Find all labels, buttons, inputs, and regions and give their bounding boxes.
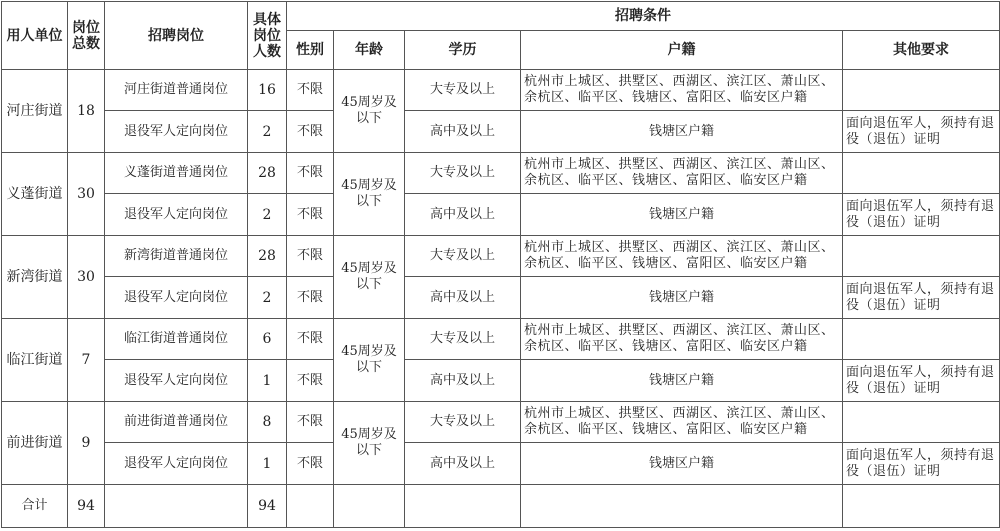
recruitment-table (1, 1, 1000, 528)
position-count: 1 (248, 443, 287, 485)
other-cell: 面向退伍军人，须持有退役（退伍）证明 (843, 111, 1000, 153)
position-count: 16 (248, 70, 287, 111)
household-cell: 杭州市上城区、拱墅区、西湖区、滨江区、萧山区、余杭区、临平区、钱塘区、富阳区、临安区户籍 (521, 402, 843, 443)
gender-cell: 不限 (287, 402, 334, 443)
gender-cell: 不限 (287, 111, 334, 153)
position-count: 2 (248, 111, 287, 153)
other-cell: 面向退伍军人，须持有退役（退伍）证明 (843, 360, 1000, 402)
household-cell: 钱塘区户籍 (521, 111, 843, 153)
unit-name: 临江街道 (2, 319, 68, 402)
unit-total: 18 (68, 70, 105, 153)
household-cell: 钱塘区户籍 (521, 360, 843, 402)
household-cell: 杭州市上城区、拱墅区、西湖区、滨江区、萧山区、余杭区、临平区、钱塘区、富阳区、临安区户籍 (521, 153, 843, 194)
header-unit: 用人单位 (2, 2, 68, 70)
table-row (2, 236, 1000, 277)
unit-name: 前进街道 (2, 402, 68, 485)
position-title: 退役军人定向岗位 (105, 277, 248, 319)
position-title: 河庄街道普通岗位 (105, 70, 248, 111)
position-count: 2 (248, 277, 287, 319)
education-cell: 高中及以上 (405, 111, 521, 153)
position-title: 退役军人定向岗位 (105, 111, 248, 153)
unit-total: 30 (68, 236, 105, 319)
totals-specific-count: 94 (248, 485, 287, 528)
totals-row (2, 485, 1000, 528)
table-row (2, 153, 1000, 194)
position-count: 2 (248, 194, 287, 236)
table-row (2, 277, 1000, 319)
totals-empty-cell (521, 485, 843, 528)
unit-name: 义蓬街道 (2, 153, 68, 236)
other-cell (843, 236, 1000, 277)
age-cell: 45周岁及以下 (334, 70, 405, 153)
education-cell: 大专及以上 (405, 153, 521, 194)
totals-label: 合计 (2, 485, 68, 528)
other-cell: 面向退伍军人，须持有退役（退伍）证明 (843, 194, 1000, 236)
household-cell: 杭州市上城区、拱墅区、西湖区、滨江区、萧山区、余杭区、临平区、钱塘区、富阳区、临安区户籍 (521, 236, 843, 277)
household-cell: 杭州市上城区、拱墅区、西湖区、滨江区、萧山区、余杭区、临平区、钱塘区、富阳区、临安区户籍 (521, 70, 843, 111)
position-count: 8 (248, 402, 287, 443)
header-specific-count: 具体岗位人数 (248, 2, 287, 70)
table-row (2, 319, 1000, 360)
header-household: 户籍 (521, 31, 843, 70)
other-cell (843, 402, 1000, 443)
household-cell: 钱塘区户籍 (521, 277, 843, 319)
position-count: 6 (248, 319, 287, 360)
education-cell: 高中及以上 (405, 194, 521, 236)
header-total-positions: 岗位总数 (68, 2, 105, 70)
other-cell: 面向退伍军人，须持有退役（退伍）证明 (843, 277, 1000, 319)
age-cell: 45周岁及以下 (334, 319, 405, 402)
position-count: 28 (248, 153, 287, 194)
header-gender: 性别 (287, 31, 334, 70)
gender-cell: 不限 (287, 194, 334, 236)
gender-cell: 不限 (287, 153, 334, 194)
education-cell: 高中及以上 (405, 277, 521, 319)
education-cell: 大专及以上 (405, 319, 521, 360)
household-cell: 钱塘区户籍 (521, 194, 843, 236)
totals-empty-cell (334, 485, 405, 528)
position-title: 退役军人定向岗位 (105, 194, 248, 236)
totals-empty-cell (105, 485, 248, 528)
table-row (2, 111, 1000, 153)
age-cell: 45周岁及以下 (334, 402, 405, 485)
position-title: 义蓬街道普通岗位 (105, 153, 248, 194)
position-title: 临江街道普通岗位 (105, 319, 248, 360)
gender-cell: 不限 (287, 70, 334, 111)
gender-cell: 不限 (287, 277, 334, 319)
other-cell: 面向退伍军人，须持有退役（退伍）证明 (843, 443, 1000, 485)
gender-cell: 不限 (287, 443, 334, 485)
other-cell (843, 153, 1000, 194)
table-row (2, 70, 1000, 111)
position-count: 28 (248, 236, 287, 277)
table-row (2, 194, 1000, 236)
header-age: 年龄 (334, 31, 405, 70)
other-cell (843, 319, 1000, 360)
age-cell: 45周岁及以下 (334, 236, 405, 319)
education-cell: 高中及以上 (405, 443, 521, 485)
unit-total: 30 (68, 153, 105, 236)
education-cell: 大专及以上 (405, 236, 521, 277)
totals-empty-cell (843, 485, 1000, 528)
position-title: 前进街道普通岗位 (105, 402, 248, 443)
table-row (2, 360, 1000, 402)
position-title: 退役军人定向岗位 (105, 443, 248, 485)
position-title: 新湾街道普通岗位 (105, 236, 248, 277)
header-other: 其他要求 (843, 31, 1000, 70)
education-cell: 高中及以上 (405, 360, 521, 402)
household-cell: 钱塘区户籍 (521, 443, 843, 485)
gender-cell: 不限 (287, 236, 334, 277)
household-cell: 杭州市上城区、拱墅区、西湖区、滨江区、萧山区、余杭区、临平区、钱塘区、富阳区、临安区户籍 (521, 319, 843, 360)
gender-cell: 不限 (287, 319, 334, 360)
header-education: 学历 (405, 31, 521, 70)
education-cell: 大专及以上 (405, 402, 521, 443)
header-conditions: 招聘条件 (287, 2, 1000, 31)
unit-total: 7 (68, 319, 105, 402)
header-position: 招聘岗位 (105, 2, 248, 70)
gender-cell: 不限 (287, 360, 334, 402)
position-title: 退役军人定向岗位 (105, 360, 248, 402)
table-row (2, 443, 1000, 485)
age-cell: 45周岁及以下 (334, 153, 405, 236)
unit-name: 河庄街道 (2, 70, 68, 153)
position-count: 1 (248, 360, 287, 402)
table-row (2, 402, 1000, 443)
totals-positions: 94 (68, 485, 105, 528)
other-cell (843, 70, 1000, 111)
unit-name: 新湾街道 (2, 236, 68, 319)
unit-total: 9 (68, 402, 105, 485)
totals-empty-cell (287, 485, 334, 528)
education-cell: 大专及以上 (405, 70, 521, 111)
totals-empty-cell (405, 485, 521, 528)
